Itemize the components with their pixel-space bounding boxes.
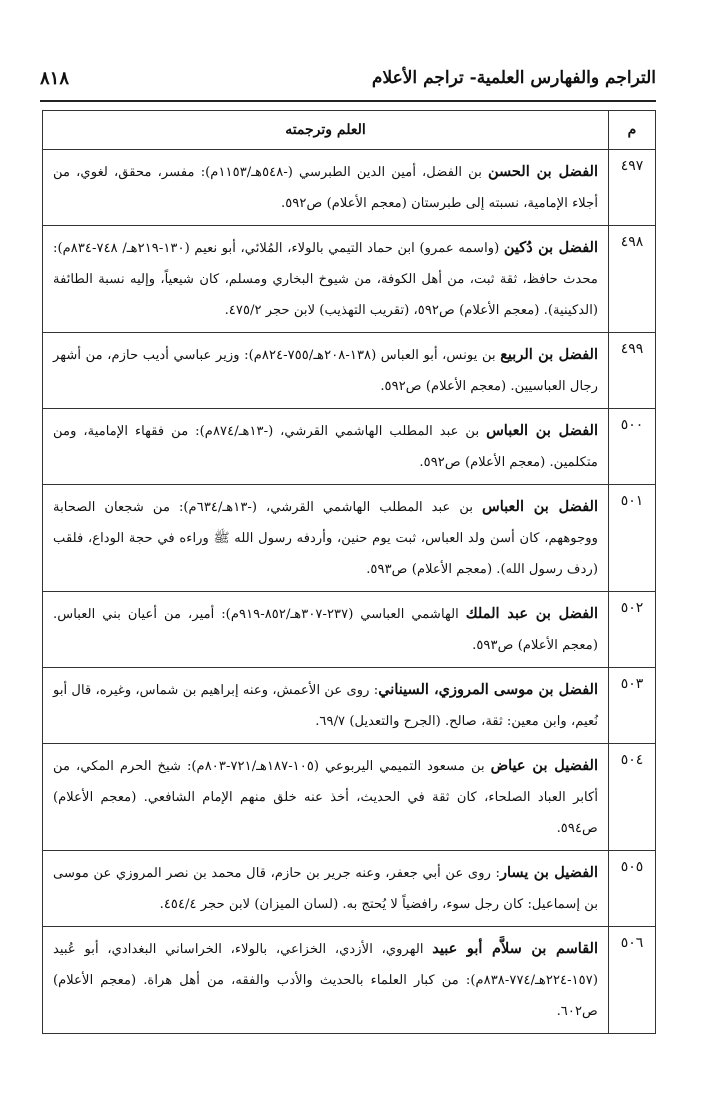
entry-name: الفضل بن دُكين (503, 239, 598, 256)
table-row (43, 668, 656, 744)
running-header (40, 66, 656, 100)
table-row (43, 333, 656, 409)
table-header-row (43, 111, 656, 150)
entry-body: (واسمه عمرو) ابن حماد التيمي بالولاء، المُلائي، أبو نعيم (١٣٠-٢١٩هـ/ ٧٤٨-٨٣٤م): محدث حافظ، ثقة ثبت، من أهل الكوفة، من شيوخ البخاري ومسلم، كان شيعياً، وإليه نسبة الطائفة (الدكينية). (معجم الأعلام) ص٥٩٢، (تقريب التهذيب) لابن حجر ٤٧٥/٢. (53, 241, 598, 318)
entry-body: الهروي، الأزدي، الخزاعي، بالولاء، الخراساني البغدادي، أبو عُبيد (١٥٧-٢٢٤هـ/٧٧٤-٨٣٨م): من كبار العلماء بالحديث والأدب والفقه، من أهل هراة. (معجم الأعلام) ص٦٠٢. (53, 942, 598, 1019)
entry-name: الفضل بن موسى المروزي، السيناني (378, 681, 598, 698)
entry-number: ٥٠٣ (609, 668, 656, 744)
table-row (43, 150, 656, 226)
table-row (43, 851, 656, 927)
entry-body: بن يونس، أبو العباس (١٣٨-٢٠٨هـ/٧٥٥-٨٢٤م): وزير عباسي أديب حازم، من أشهر رجال العباسيين. (معجم الأعلام) ص٥٩٢. (53, 348, 598, 394)
entry-name: الفضل بن عبد الملك (465, 605, 598, 622)
entry-number: ٥٠٢ (609, 592, 656, 668)
table-row (43, 409, 656, 485)
entry-number: ٥٠٤ (609, 744, 656, 851)
entry-text (43, 851, 609, 927)
entry-name: الفضيل بن عياض (490, 757, 599, 774)
column-header-entry: العلم وترجمته (43, 111, 609, 150)
entry-text (43, 744, 609, 851)
table-row (43, 927, 656, 1034)
entry-number: ٤٩٧ (609, 150, 656, 226)
entry-name: القاسم بن سلاَّم أبو عبيد (432, 940, 598, 957)
entry-name: الفضل بن العباس (482, 498, 598, 515)
page-number: ٨١٨ (40, 68, 70, 89)
entry-body: بن عبد المطلب الهاشمي القرشي، (-١٣هـ/٦٣٤م): من شجعان الصحابة ووجوههم، كان أسن ولد العباس، ثبت يوم حنين، وأردفه رسول الله ﷺ وراءه في حجة الوداع، فلقب (ردف رسول الله). (معجم الأعلام) ص٥٩٣. (53, 500, 598, 577)
entry-text (43, 226, 609, 333)
column-header-number: م (609, 111, 656, 150)
entry-body: الهاشمي العباسي (٢٣٧-٣٠٧هـ/٨٥٢-٩١٩م): أمير، من أعيان بني العباس. (معجم الأعلام) ص٥٩٣. (53, 607, 598, 653)
table-row (43, 744, 656, 851)
entry-body: بن عبد المطلب الهاشمي القرشي، (-١٣هـ/٨٧٤م): من فقهاء الإمامية، ومن متكلمين. (معجم الأعلام) ص٥٩٢. (53, 424, 598, 470)
entry-body: بن الفضل، أمين الدين الطبرسي (-٥٤٨هـ/١١٥٣م): مفسر، محقق، لغوي، من أجلاء الإمامية، نسبته إلى طبرستان (معجم الأعلام) ص٥٩٢. (53, 165, 598, 211)
entry-body: بن مسعود التميمي اليربوعي (١٠٥-١٨٧هـ/٧٢١-٨٠٣م): شيخ الحرم المكي، من أكابر العباد الصلحاء، كان ثقة في الحديث، أخذ عنه خلق منهم الإمام الشافعي. (معجم الأعلام) ص٥٩٤. (53, 759, 598, 836)
entry-number: ٥٠١ (609, 485, 656, 592)
entry-text (43, 409, 609, 485)
running-header-title: التراجم والفهارس العلمية- تراجم الأعلام (371, 68, 656, 88)
table-row (43, 485, 656, 592)
entry-number: ٥٠٠ (609, 409, 656, 485)
header-rule (40, 100, 656, 102)
entry-number: ٤٩٨ (609, 226, 656, 333)
entry-text (43, 592, 609, 668)
table-row (43, 226, 656, 333)
entry-text (43, 150, 609, 226)
entry-name: الفضيل بن يسار (499, 864, 599, 881)
entry-text (43, 485, 609, 592)
entry-number: ٥٠٦ (609, 927, 656, 1034)
table-row (43, 592, 656, 668)
entry-name: الفضل بن الربيع (500, 346, 598, 363)
entry-text (43, 333, 609, 409)
entry-text (43, 668, 609, 744)
entry-text (43, 927, 609, 1034)
entry-name: الفضل بن الحسن (487, 163, 598, 180)
entry-number: ٥٠٥ (609, 851, 656, 927)
entry-body: : روى عن أبي جعفر، وعنه جرير بن حازم، قال محمد بن نصر المروزي عن موسى بن إسماعيل: كان رجل سوء، رافضياً لا يُحتج به. (لسان الميزان) لابن حجر ٤٥٤/٤. (53, 866, 598, 912)
entry-body: : روى عن الأعمش، وعنه إبراهيم بن شماس، وغيره، قال أبو نُعيم، وابن معين: ثقة، صالح. (الجرح والتعديل) ٦٩/٧. (53, 683, 598, 729)
biography-table (42, 110, 656, 1034)
entry-name: الفضل بن العباس (486, 422, 598, 439)
entry-number: ٤٩٩ (609, 333, 656, 409)
